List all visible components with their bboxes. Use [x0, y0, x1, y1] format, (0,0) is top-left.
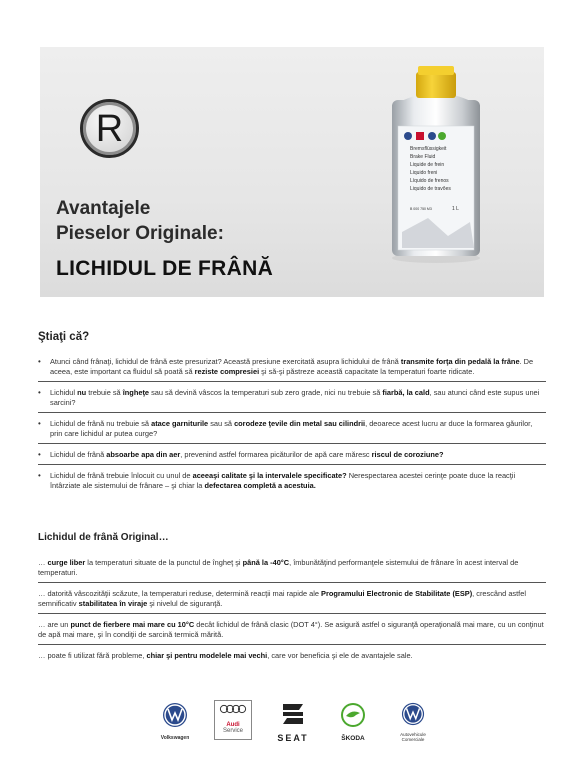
bottle-volume: 1 L	[452, 206, 459, 212]
body-text: , prevenind astfel formarea picăturilor de apă care măresc	[180, 450, 372, 459]
bottle-label-line-5: Líquido de frenos	[410, 178, 449, 184]
seat-logo: SEAT	[268, 702, 318, 743]
section-title-did-you-know: Ştiaţi că?	[38, 331, 90, 343]
bottle-label-line-2: Brake Fluid	[410, 154, 436, 160]
emphasis-text: chiar şi pentru modelele mai vechi	[146, 651, 268, 660]
registered-r-icon: R	[80, 99, 139, 158]
emphasis-text: riscul de coroziune?	[371, 450, 444, 459]
list-item	[38, 419, 546, 444]
emphasis-text: îngheţe	[122, 388, 150, 397]
skoda-arrow-icon	[340, 702, 366, 728]
list-item	[38, 589, 546, 614]
vw-commercial-logo: Autovehicule Comerciale	[386, 702, 440, 742]
seat-s-icon	[280, 702, 306, 726]
body-text: … poate fi utilizat fără probleme,	[38, 651, 147, 660]
bottle-code: B 000 750 M3	[410, 207, 432, 211]
volkswagen-commercial-icon	[401, 702, 425, 726]
audi-rings-icon	[219, 704, 247, 714]
body-text: , sau atunci când este supus unei sarcini?	[50, 388, 540, 407]
volkswagen-icon	[162, 702, 188, 728]
emphasis-text: atace garniturile	[151, 419, 209, 428]
did-you-know-list	[38, 357, 546, 501]
volkswagen-logo: Volkswagen	[150, 702, 200, 741]
body-text: Lichidul de frână trebuie înlocuit cu unul de	[50, 471, 193, 480]
emphasis-text: curge liber	[47, 558, 86, 567]
body-text: , care vor beneficia şi ele de avantajele sale.	[267, 651, 413, 660]
skoda-logo: ŠKODA	[330, 702, 376, 742]
body-text: , îmbunătăţind performanţele sistemului de frânare în acest interval de temperaturi.	[38, 558, 519, 577]
list-item	[38, 450, 546, 465]
emphasis-text: transmite forţa din pedală la frâne	[400, 357, 520, 366]
emphasis-text: defectarea completă a acestuia.	[204, 481, 316, 490]
body-text: decât lichidul de frână clasic (DOT 4°). Se asigură astfel o siguranţă operaţională mai mare, cu un conţinut de apă mai mare, şi în condiţii de sarcină termică mărită.	[38, 620, 544, 639]
list-item	[38, 357, 546, 382]
section-title-original-fluid: Lichidul de frână Original…	[38, 532, 169, 543]
bottle-label-line-4: Liquido freni	[410, 170, 438, 176]
page-title: LICHIDUL DE FRÂNĂ	[56, 257, 274, 280]
list-item	[38, 388, 546, 413]
bottle-label-line-1: Bremsflüssigkeit	[410, 146, 447, 152]
body-text: trebuie să	[86, 388, 123, 397]
body-text: Lichidul	[50, 388, 78, 397]
hero-subtitle: Avantajele Pieselor Originale:	[56, 198, 224, 244]
emphasis-text: stabilitatea în viraje	[78, 599, 148, 608]
body-text: sau să	[208, 419, 235, 428]
audi-service-logo: Audi Service	[214, 700, 252, 740]
body-text: şi să-şi păstreze această capacitate la temperaturi foarte ridicate.	[259, 367, 475, 376]
emphasis-text: fiarbă, la cald	[382, 388, 430, 397]
emphasis-text: până la -40°C	[242, 558, 290, 567]
brake-fluid-bottle-image	[388, 60, 484, 265]
list-item	[38, 651, 546, 665]
bottle-label-line-3: Liquide de frein	[410, 162, 445, 168]
body-text: Lichidul de frână	[50, 450, 107, 459]
brand-logos	[150, 700, 440, 744]
emphasis-text: corodeze ţevile din metal sau cilindrii	[234, 419, 366, 428]
body-text: Atunci când frânaţi, lichidul de frână este presurizat? Această presiune exercitată asupra lichidului de frână	[50, 357, 401, 366]
body-text: , crescând astfel semnificativ	[38, 589, 526, 608]
list-item	[38, 620, 546, 645]
original-fluid-list	[38, 558, 546, 671]
body-text: Lichidul de frână nu trebuie să	[50, 419, 152, 428]
emphasis-text: nu	[77, 388, 87, 397]
body-text: … datorită vâscozităţii scăzute, la temperaturi reduse, determină reacţii mai rapide ale	[38, 589, 322, 598]
emphasis-text: punct de fierbere mai mare cu 10°C	[70, 620, 195, 629]
emphasis-text: absoarbe apa din aer	[106, 450, 181, 459]
body-text: la temperaturi situate de la punctul de îngheţ şi	[85, 558, 243, 567]
body-text: , deoarece acest lucru ar duce la formarea găurilor, prin care lichidul ar putea curge?	[50, 419, 533, 438]
body-text: … are un	[38, 620, 71, 629]
list-item	[38, 558, 546, 583]
emphasis-text: aceeaşi calitate şi la intervalele specificate?	[192, 471, 347, 480]
emphasis-text: Programului Electronic de Stabilitate (ESP)	[321, 589, 473, 598]
body-text: sau să devină vâscos la temperaturi sub zero grade, nici nu trebuie să	[149, 388, 383, 397]
bottle-label-line-6: Liquido de travões	[410, 186, 451, 192]
list-item	[38, 471, 546, 495]
body-text: …	[38, 558, 48, 567]
body-text: . De aceea, este important ca fluidul să poată să	[50, 357, 534, 376]
body-text: şi nivelul de siguranţă.	[147, 599, 223, 608]
emphasis-text: reziste compresiei	[194, 367, 260, 376]
body-text: Nerespectarea acestei cerinţe poate duce la reacţii întârziate ale sistemului de frânare – şi chiar la	[50, 471, 516, 490]
